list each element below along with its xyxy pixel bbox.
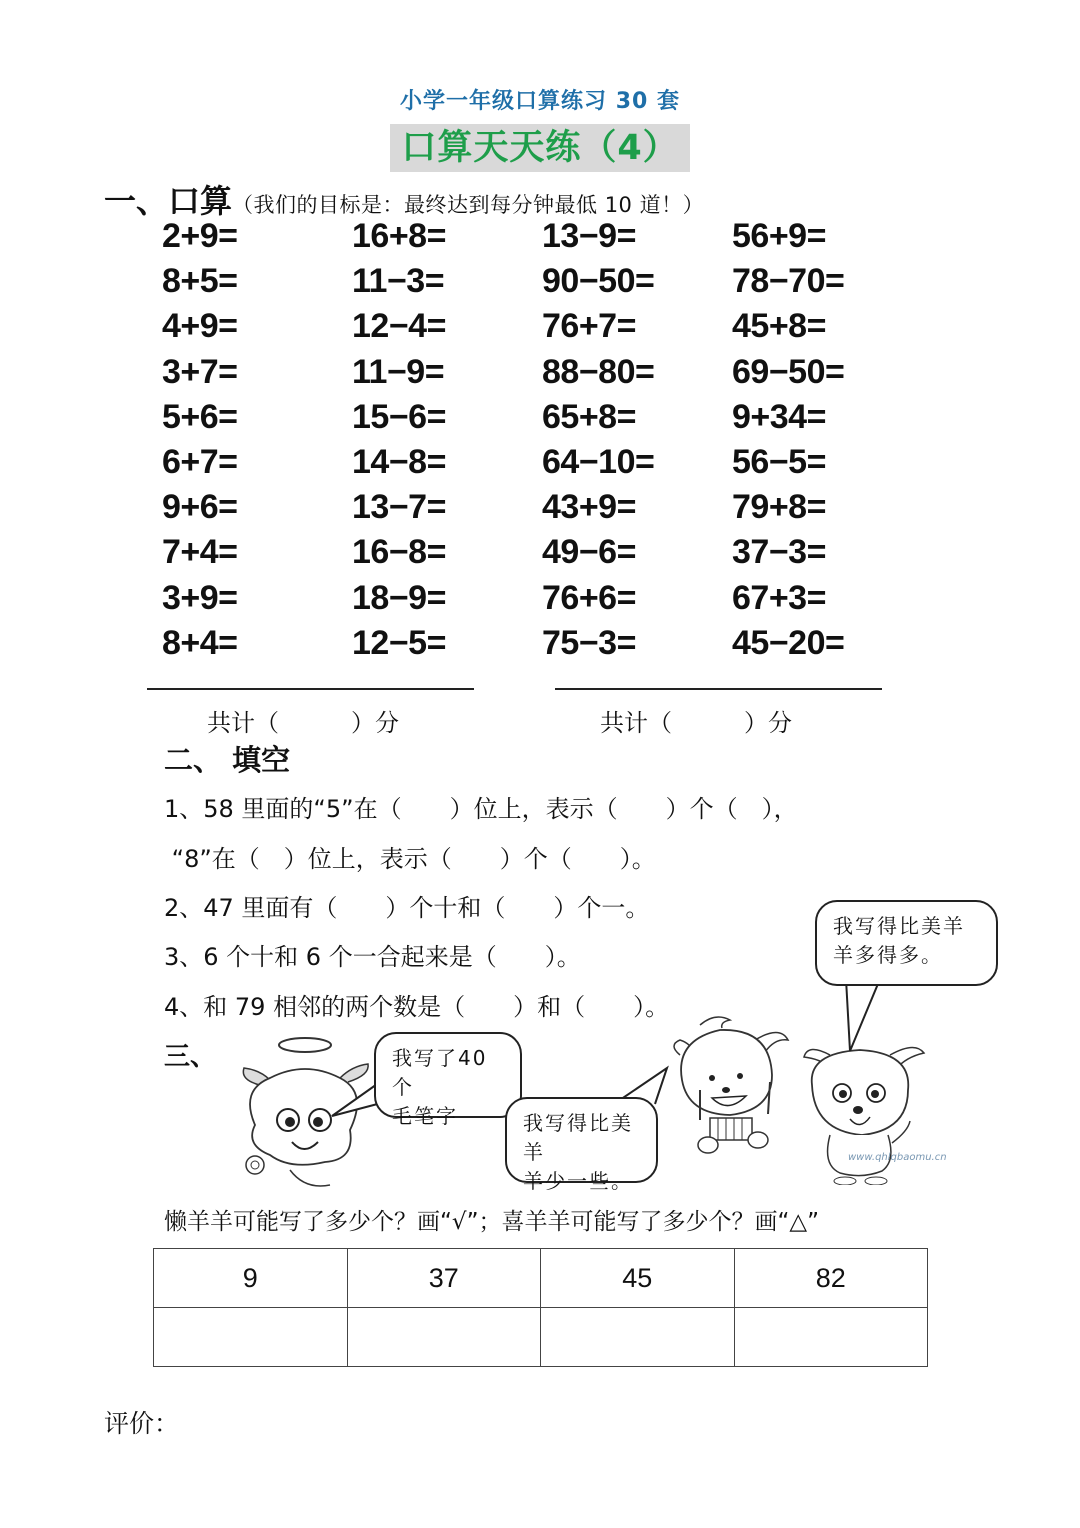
sheep-character-lanyangyang-icon (660, 1010, 790, 1155)
option-cell: 9 (154, 1249, 348, 1308)
section1-title: 一、口算 (104, 182, 233, 220)
answer-row (154, 1308, 928, 1367)
problem-row (162, 621, 922, 666)
problem: 14−8= (352, 442, 446, 481)
question-3: 3、6 个十和 6 个一合起来是（ ）。 (164, 943, 581, 971)
answer-cell[interactable] (541, 1308, 735, 1367)
problem: 16+8= (352, 217, 446, 255)
score-total-left: 共计（ ）分 (207, 709, 399, 737)
problem: 37−3= (732, 533, 826, 572)
problem-row (162, 350, 922, 395)
arithmetic-grid (162, 214, 922, 666)
page-title: 口算天天练（4） (401, 128, 679, 168)
problem: 43+9= (542, 488, 636, 527)
problem: 79+8= (732, 488, 826, 527)
question-1-line1: 1、58 里面的“5”在（ ）位上，表示（ ）个（ ）， (164, 795, 798, 823)
speech-bubble-xiyangyang (815, 900, 998, 986)
problem: 9+6= (162, 488, 238, 527)
bubble-text: 羊多得多。 (833, 943, 943, 967)
problem: 45−20= (732, 623, 845, 662)
divider-line-right (555, 688, 882, 690)
problem: 12−5= (352, 623, 446, 662)
answer-choice-table (153, 1248, 928, 1367)
problem: 8+4= (162, 623, 238, 662)
problem-row (162, 304, 922, 349)
section2-heading: 二、 填空 (164, 743, 291, 777)
problem: 16−8= (352, 533, 446, 572)
answer-cell[interactable] (347, 1308, 541, 1367)
answer-cell[interactable] (734, 1308, 928, 1367)
divider-line-left (147, 688, 474, 690)
option-cell: 82 (734, 1249, 928, 1308)
problem: 13−7= (352, 488, 446, 527)
problem: 15−6= (352, 397, 446, 436)
problem: 49−6= (542, 533, 636, 572)
problem: 78−70= (732, 262, 845, 301)
problem: 56+9= (732, 217, 826, 255)
problem: 3+7= (162, 352, 238, 391)
problem: 75−3= (542, 623, 636, 662)
problem-row (162, 395, 922, 440)
speech-bubble-meiyangyang (374, 1032, 522, 1128)
problem-row (162, 530, 922, 575)
problem-row (162, 485, 922, 530)
problem: 69−50= (732, 352, 845, 391)
worksheet-subtitle: 小学一年级口算练习 30 套 (400, 89, 680, 114)
bubble-text: 羊少一些。 (523, 1169, 633, 1193)
score-total-right: 共计（ ）分 (600, 709, 792, 737)
speech-bubble-lanyangyang (505, 1097, 658, 1193)
problem: 45+8= (732, 307, 826, 346)
problem: 6+7= (162, 442, 238, 481)
question-4: 4、和 79 相邻的两个数是（ ）和（ ）。 (164, 993, 670, 1021)
problem: 76+6= (542, 578, 636, 617)
bubble-text: 我写得比美羊 (833, 914, 965, 938)
bubble-tail-3-icon (840, 975, 900, 1055)
problem: 9+34= (732, 397, 826, 436)
problem: 3+9= (162, 578, 238, 617)
problem: 5+6= (162, 397, 238, 436)
problem: 8+5= (162, 262, 238, 301)
problem: 12−4= (352, 307, 446, 346)
problem: 18−9= (352, 578, 446, 617)
problem: 67+3= (732, 578, 826, 617)
bubble-text: 我写得比美羊 (523, 1111, 633, 1164)
image-watermark: www.qhlqbaomu.cn (848, 1152, 947, 1163)
problem: 4+9= (162, 307, 238, 346)
section3-heading: 三、 (164, 1042, 217, 1072)
problem-row (162, 214, 922, 259)
question-1-line2: “8”在（ ）位上，表示（ ）个（ ）。 (164, 845, 656, 873)
problem: 2+9= (162, 217, 238, 255)
problem-row (162, 440, 922, 485)
problem-row (162, 576, 922, 621)
options-row (154, 1249, 928, 1308)
question-2: 2、47 里面有（ ）个十和（ ）个一。 (164, 894, 650, 922)
option-cell: 37 (347, 1249, 541, 1308)
problem: 64−10= (542, 442, 655, 481)
bubble-text: 我写了40个 (392, 1046, 488, 1099)
section3-instruction: 懒羊羊可能写了多少个？画“√”；喜羊羊可能写了多少个？画“△” (164, 1209, 820, 1235)
bubble-text: 毛笔字 (392, 1104, 458, 1128)
problem-row (162, 259, 922, 304)
section1-goal-note: （我们的目标是：最终达到每分钟最低 10 道！） (232, 193, 705, 217)
answer-cell[interactable] (154, 1308, 348, 1367)
option-cell: 45 (541, 1249, 735, 1308)
problem: 11−3= (352, 262, 445, 301)
title-banner (390, 124, 690, 172)
problem: 65+8= (542, 397, 636, 436)
problem: 7+4= (162, 533, 238, 572)
problem: 88−80= (542, 352, 655, 391)
problem: 76+7= (542, 307, 636, 346)
evaluation-label: 评价： (104, 1409, 180, 1438)
problem: 13−9= (542, 217, 636, 255)
problem: 56−5= (732, 442, 826, 481)
problem: 11−9= (352, 352, 445, 391)
problem: 90−50= (542, 262, 655, 301)
